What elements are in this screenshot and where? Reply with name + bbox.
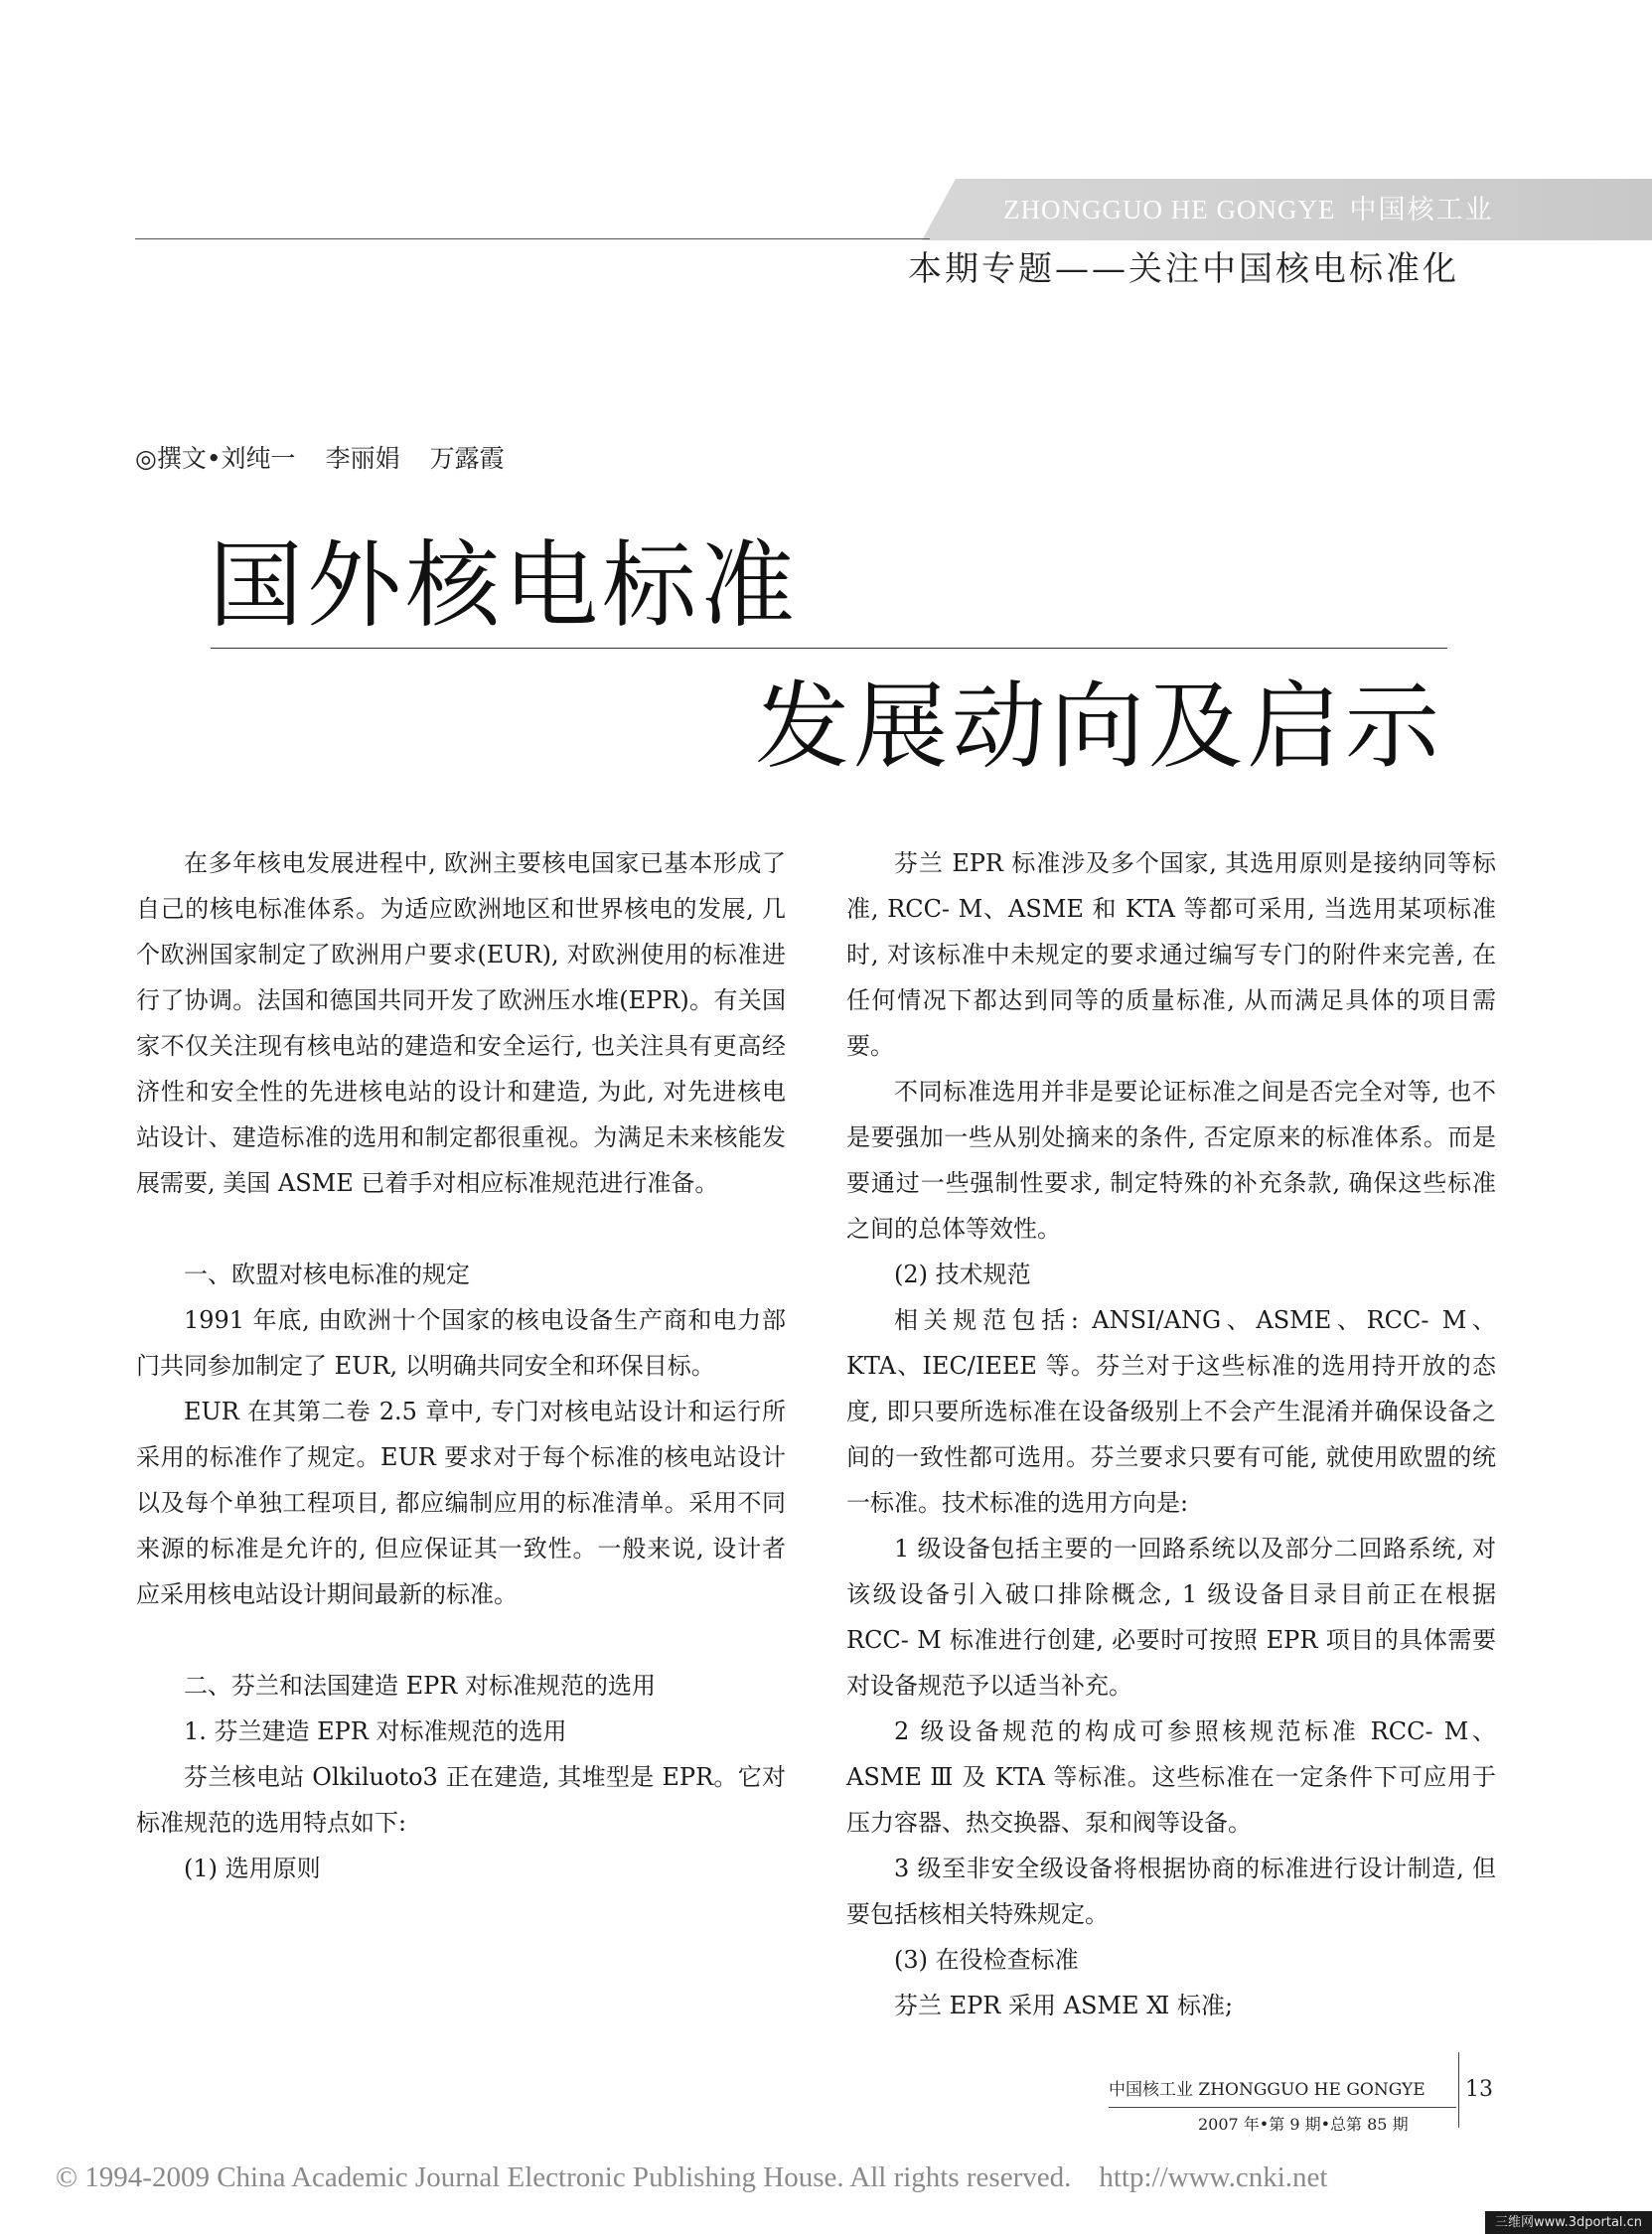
paragraph: 2 级设备规范的构成可参照核规范标准 RCC- M、ASME Ⅲ 及 KTA 等标准。这些标准在一定条件下可应用于压力容器、热交换器、泵和阀等设备。 xyxy=(846,1717,1496,1837)
banner-chinese-title: 中国核工业 xyxy=(1349,195,1494,224)
byline xyxy=(135,439,731,479)
paragraph: 1991 年底, 由欧洲十个国家的核电设备生产商和电力部门共同参加制定了 EUR, 以明确共同安全和环保目标。 xyxy=(136,1306,786,1380)
footer-journal-name: 中国核工业 ZHONGGUO HE GONGYE xyxy=(1109,2080,1426,2100)
paragraph: EUR 在其第二卷 2.5 章中, 专门对核电站设计和运行所采用的标准作了规定。EUR 要求对于每个标准的核电站设计以及每个单独工程项目, 都应编制应用的标准清单。采用不同来源的标准是允许的, 但应保证其一致性。一般来说, 设计者应采用核电站设计期间最新的标准。 xyxy=(136,1398,786,1608)
section-heading: 一、欧盟对核电标准的规定 xyxy=(184,1261,470,1288)
paragraph: 不同标准选用并非是要论证标准之间是否完全对等, 也不是要强加一些从别处摘来的条件, 否定原来的标准体系。而是要通过一些强制性要求, 制定特殊的补充条款, 确保这些标准之间的总体等效性。 xyxy=(846,1078,1496,1243)
cnki-url: http://www.cnki.net xyxy=(1099,2161,1328,2193)
footer-issue-info: 2007 年•第 9 期•总第 85 期 xyxy=(1198,2115,1409,2134)
page-number: 13 xyxy=(1458,2052,1499,2128)
section-heading: 二、芬兰和法国建造 EPR 对标准规范的选用 xyxy=(184,1672,656,1700)
article-title-line-2: 发展动向及启示 xyxy=(755,672,1444,782)
copyright-notice: © 1994-2009 China Academic Journal Electronic Publishing House. All rights reserved. xyxy=(56,2161,1072,2193)
paragraph: 芬兰核电站 Olkiluoto3 正在建造, 其堆型是 EPR。它对标准规范的选用特点如下: xyxy=(136,1763,786,1837)
subsection-heading: 1. 芬兰建造 EPR 对标准规范的选用 xyxy=(184,1717,567,1745)
copyright-line xyxy=(56,2158,1496,2197)
header-rule xyxy=(135,238,930,239)
paragraph: 3 级至非安全级设备将根据协商的标准进行设计制造, 但要包括核相关特殊规定。 xyxy=(846,1855,1496,1928)
left-column xyxy=(136,840,786,2032)
banner-english-title: ZHONGGUO HE GONGYE xyxy=(1003,195,1336,224)
byline-author-2: 李丽娟 xyxy=(325,444,400,473)
subsection-heading: (1) 选用原则 xyxy=(184,1855,321,1882)
byline-author-3: 万露霞 xyxy=(429,444,505,473)
site-watermark: 三维网www.3dportal.cn xyxy=(1485,2211,1652,2234)
right-column xyxy=(846,840,1496,2032)
footer-rule xyxy=(1109,2107,1456,2108)
article-title-line-1: 国外核电标准 xyxy=(209,531,800,641)
subsection-heading: (3) 在役检查标准 xyxy=(894,1946,1079,1974)
paragraph: 相关规范包括: ANSI/ANG、ASME、RCC- M、KTA、IEC/IEEE 等。芬兰对于这些标准的选用持开放的态度, 即只要所选标准在设备级别上不会产生混淆并确保设备之间的一致性都可选用。芬兰要求只要有可能, 就使用欧盟的统一标准。技术标准的选用方向是: xyxy=(846,1306,1496,1517)
header-banner-text xyxy=(1003,185,1520,234)
byline-author-1: ◎撰文•刘纯一 xyxy=(135,444,296,473)
paragraph: 芬兰 EPR 采用 ASME Ⅺ 标准; xyxy=(894,1992,1234,2019)
paragraph: 1 级设备包括主要的一回路系统以及部分二回路系统, 对该级设备引入破口排除概念, 1 级设备目录目前正在根据 RCC- M 标准进行创建, 必要时可按照 EPR 项目的具体需要对设备规范予以适当补充。 xyxy=(846,1535,1496,1700)
paragraph: 芬兰 EPR 标准涉及多个国家, 其选用原则是接纳同等标准, RCC- M、ASME 和 KTA 等都可采用, 当选用某项标准时, 对该标准中未规定的要求通过编写专门的附件来完善, 在任何情况下都达到同等的质量标准, 从而满足具体的项目需要。 xyxy=(846,849,1496,1060)
title-rule xyxy=(211,648,1447,649)
issue-topic: 本期专题——关注中国核电标准化 xyxy=(908,249,1459,289)
paragraph: 在多年核电发展进程中, 欧洲主要核电国家已基本形成了自己的核电标准体系。为适应欧洲地区和世界核电的发展, 几个欧洲国家制定了欧洲用户要求(EUR), 对欧洲使用的标准进行了协调。法国和德国共同开发了欧洲压水堆(EPR)。有关国家不仅关注现有核电站的建造和安全运行, 也关注具有更高经济性和安全性的先进核电站的设计和建造, 为此, 对先进核电站设计、建造标准的选用和制定都很重视。为满足未来核能发展需要, 美国 ASME 已着手对相应标准规范进行准备。 xyxy=(136,849,786,1197)
subsection-heading: (2) 技术规范 xyxy=(894,1261,1031,1288)
